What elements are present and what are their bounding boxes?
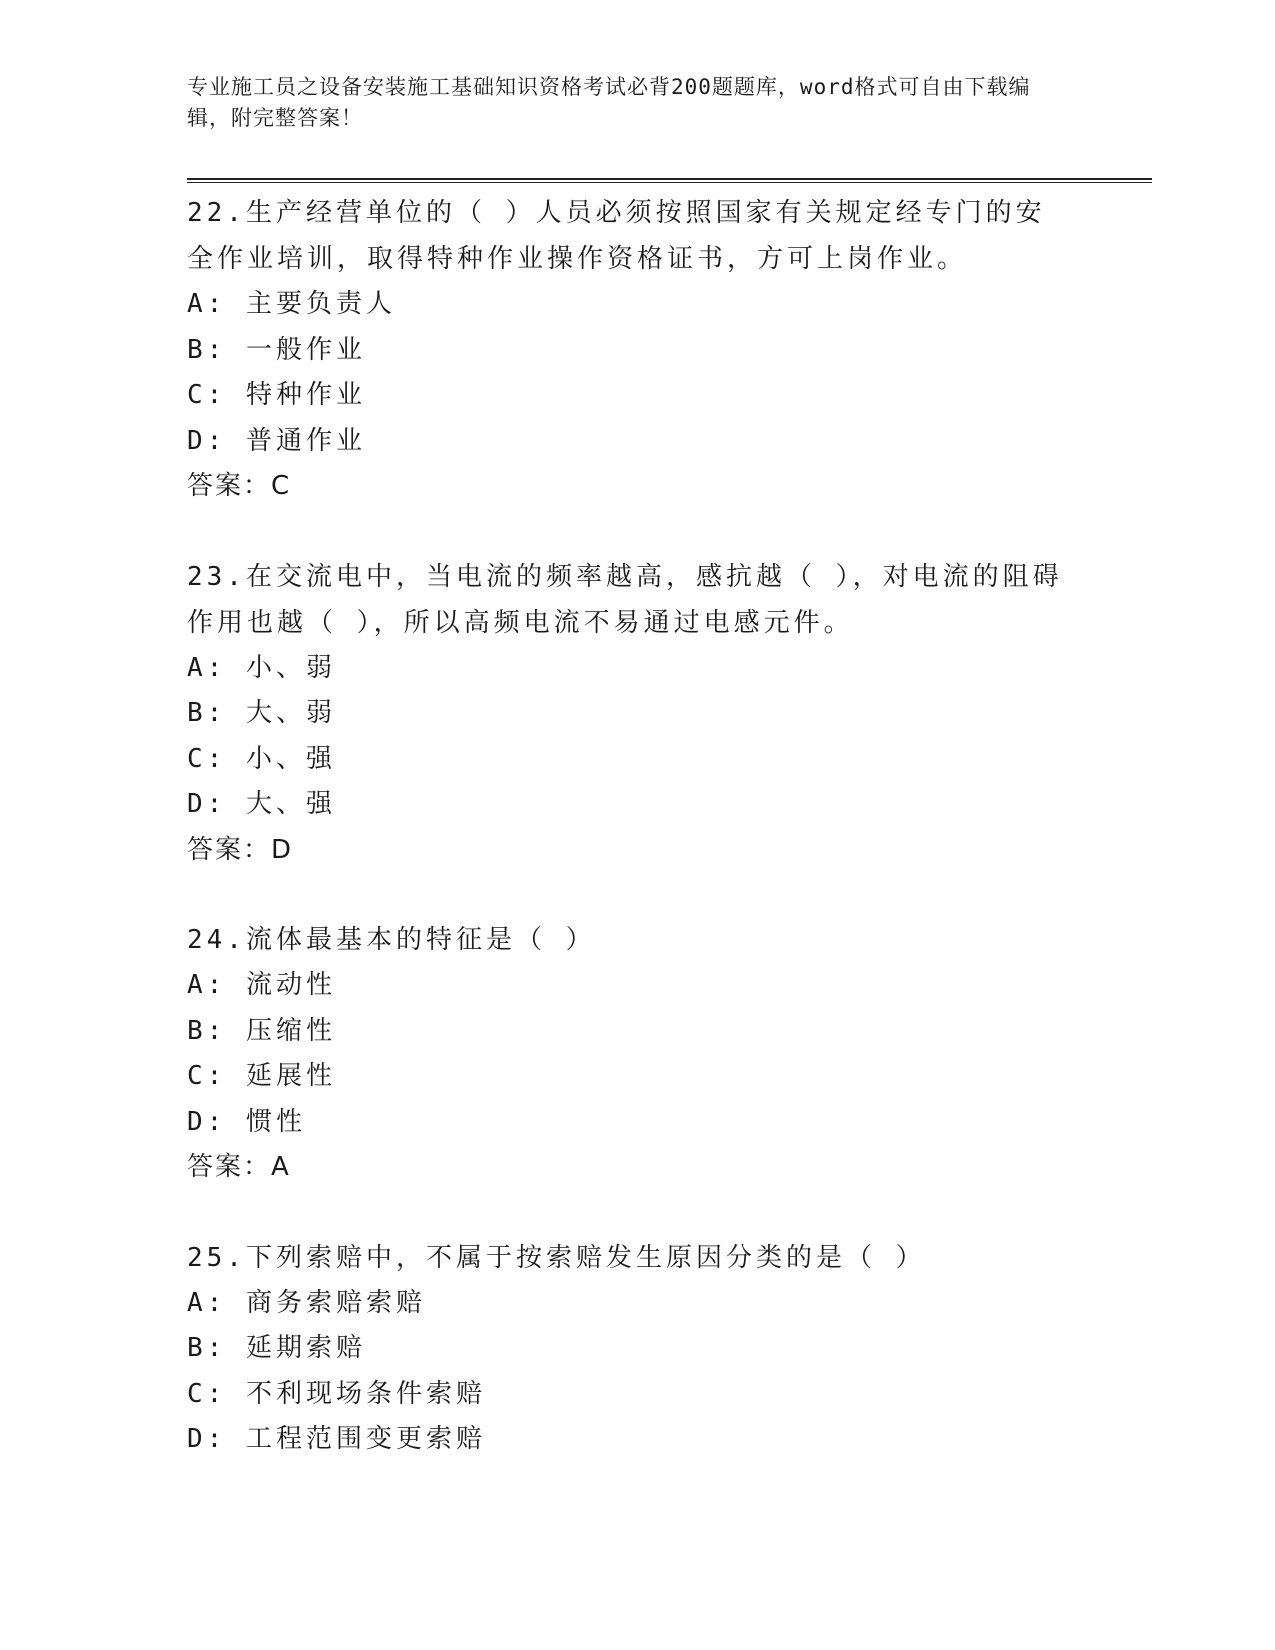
option-c: C: 延展性 [187,1061,336,1091]
option-d: D: 工程范围变更索赔 [187,1424,486,1454]
question-22 [187,190,1152,510]
option-d: D: 惯性 [187,1106,306,1137]
answer-line: 答案：D [187,834,294,865]
option-c: C: 特种作业 [187,380,366,410]
option-a: A: 商务索赔索赔 [187,1287,426,1318]
question-stem: 24.流体最基本的特征是（ ） [187,925,596,955]
question-24 [187,917,1152,1191]
option-a: A: 主要负责人 [187,289,396,319]
option-b: B: 一般作业 [187,334,366,365]
document-header: 专业施工员之设备安装施工基础知识资格考试必背200题题库，word格式可自由下载编辑，附完整答案！ [187,75,1031,130]
option-a: A: 小、弱 [187,652,336,683]
option-c: C: 不利现场条件索赔 [187,1378,486,1409]
option-b: B: 压缩性 [187,1015,336,1046]
question-23 [187,554,1152,874]
answer-line: 答案：A [187,1152,291,1182]
question-list [187,190,1152,1507]
option-b: B: 大、弱 [187,698,336,728]
option-a: A: 流动性 [187,970,336,1000]
answer-line: 答案：C [187,471,292,501]
option-c: C: 小、强 [187,743,336,774]
option-d: D: 普通作业 [187,425,366,456]
option-d: D: 大、强 [187,789,336,819]
option-b: B: 延期索赔 [187,1333,366,1363]
question-stem: 25.下列索赔中，不属于按索赔发生原因分类的是（ ） [187,1242,926,1273]
question-stem: 22.生产经营单位的（ ）人员必须按照国家有关规定经专门的安全作业培训，取得特种作业操作资格证书，方可上岗作业。 [187,198,1046,274]
question-25 [187,1235,1152,1463]
question-stem: 23.在交流电中，当电流的频率越高，感抗越（ ），对电流的阻碍作用也越（ ），所以高频电流不易通过电感元件。 [187,561,1063,638]
header-divider [187,178,1152,183]
